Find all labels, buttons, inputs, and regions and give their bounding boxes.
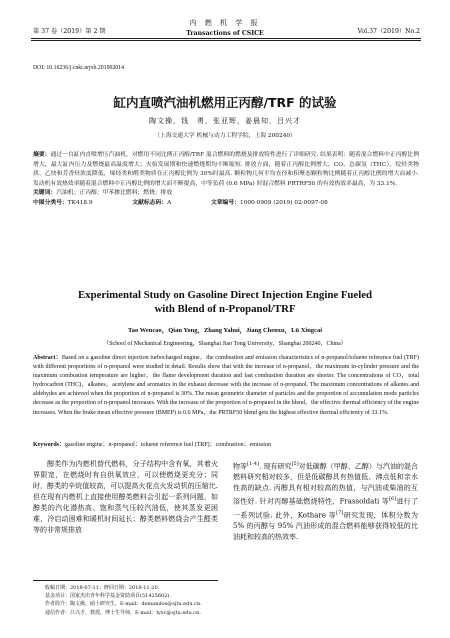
journal-name-cn: 内 燃 机 学 报 xyxy=(189,19,261,27)
clc-number: TK418.9 xyxy=(67,199,93,206)
volume-issue-en: Vol.37（2019）No.2 xyxy=(357,28,420,35)
title-en-line1: Experimental Study on Gasoline Direct Injection Engine Fueled xyxy=(77,289,373,301)
keywords-cn-label: 关键词： xyxy=(33,190,57,196)
article-id-label: 文章编号： xyxy=(210,199,240,206)
footnote-received: 收稿日期：2018-07-11；修回日期：2018-11-20. xyxy=(45,585,160,591)
doc-code: A xyxy=(167,199,172,206)
doi: DOI: 10.16236/j.cnki.nrjxb.201902014 xyxy=(33,65,124,71)
body-right-text: 对低碳醇（甲醇、乙醇）与汽油的混合燃料研究相对较多，但是低碳醇具有热值低、沸点低和亲水性高的缺点. 丙醇具有相对较高的热值，与汽油或柴油的互溶性好. 针对丙醇基础燃烧特性，Frassoldati 等 xyxy=(233,462,419,506)
footnote-author: 作者简介：陶文操，硕士研究生，E-mail：demandos@sjtu.edu.cn. xyxy=(45,601,202,608)
abstract-en-text: Based on a gasoline direct injection turbocharged engine，the combustion and emission characteristics of n-propanol/toluene reference fuel (TRF) with different proportions of n-propanol were studied in detail. Results show that with the increase of n-propanol，the maximum in-cylinder pressure and the maximum combustion temperature are higher，the flame development duration and fast combustion duration are shorter. The concentrations of CO，total hydrocarbon (THC)，alkanes，acetylene and aromatics in the exhaust decrease with the increase of n-propanol. The maximum concentrations of alkenes and aldehydes are achieved when the proportion of n-propanol is 30%. The mean geometric diameter of particles and the proportion of accumulation mode particles decrease as the proportion of n-propanol increases. With the increase of the proportion of n-propanol in the blend，the effective thermal efficiency of the engine increases. When the brake mean effective pressure (BMEP) is 0.6 MPa，the PRTRF50 blend gets the highest effective thermal efficiency of 33.1%. xyxy=(33,355,419,416)
affiliation-en: （School of Mechanical Engineering，Shanghai Jiao Tong University，Shanghai 200240，China） xyxy=(103,341,347,347)
body-left-column xyxy=(33,459,218,536)
clc-label: 中图分类号： xyxy=(33,199,68,206)
footnote xyxy=(45,584,225,617)
body-right-column xyxy=(233,459,418,543)
body-right-text2: 进行了一系列试验. 此外，Kothare 等 xyxy=(233,497,418,519)
authors-cn: 陶文操，钱 勇，张亚辉，姜晨知，吕兴才 xyxy=(149,117,301,125)
keywords-cn-text: 汽油机；正丙醇；甲苯掺比燃料；燃烧；排放 xyxy=(56,190,173,196)
header-rule xyxy=(31,38,421,39)
meta-line xyxy=(33,199,419,209)
keywords-en-label: Keywords： xyxy=(33,442,65,448)
title-en-line2: with Blend of n-Propanol/TRF xyxy=(154,303,296,315)
header-rule-thin xyxy=(31,40,421,41)
citation-1-4: [1-4] xyxy=(247,461,259,467)
citation-6: [6] xyxy=(389,496,397,503)
body-right-mid: . 现有研究 xyxy=(259,462,292,471)
authors-en: Tao Wencao，Qian Yong，Zhang Yahui，Jiang Chenxu，Lü Xingcai xyxy=(127,327,323,334)
keywords-en-text: gasoline engine；n-propanol；toluene reference fuel (TRF)；combustion；emission xyxy=(65,442,271,448)
abstract-cn-text: 通过一台缸内直喷增压汽油机，对燃用不同比例正丙醇/TRF 混合燃料的燃烧及排放特性进行了详细研究. 结果表明：随着混合燃料中正丙醇比例增大，最大缸内压力及燃烧最高温度增大；火焰发展期和快速燃烧期均不断缩短. 排放方面，随着正丙醇比例增大，CO、总碳氢（THC）、烷烃类物质、乙炔和芳香烃浓度降低，烯烃类和醛类物质在正丙醇比例为 30%时最高. 颗粒物几何平均直径和积聚态颗粒物比例随着正丙醇比例的增大而减小. 发动机有效热效率随着混合燃料中正丙醇比例的增大而不断提高，中等负荷 (0.6 MPa) 时混合燃料 PRTRF50 的有效热效率最高，为 33.1%. xyxy=(33,152,419,187)
footnote-rule xyxy=(33,580,218,581)
abstract-cn xyxy=(33,151,419,208)
keywords-en xyxy=(33,439,419,448)
citation-7: [7] xyxy=(336,509,344,516)
abstract-en-label: Abstract： xyxy=(33,355,62,361)
body-right-pre: 物等 xyxy=(233,462,248,471)
article-id: 1000-0909 (2019) 02-0097-08 xyxy=(239,199,328,206)
affiliation-cn: （上海交通大学 机械与动力工程学院，上海 200240） xyxy=(154,133,296,139)
footnote-fund: 基金项目：国家杰出青年科学基金资助项目(51425602). xyxy=(45,593,171,600)
volume-issue-cn: 第 37 卷（2019）第 2 期 xyxy=(33,28,106,35)
body-left-text: 醇类作为内燃机替代燃料，分子结构中含有氧，其着火界限宽，在燃烧时有自供氧效应，可以使燃烧更充分；同时，醇类的辛烷值较高，可以提高火花点火发动机的压缩比. 但在现有内燃机上直接使用醇类燃料会引起一系列问题，如醇类的汽化潜热高、饱和蒸气压较汽油低，使其蒸发更困难，冷启动困难和暖机时间延长；醇类燃料燃烧会产生醛类等的非常规排放 xyxy=(33,460,218,534)
keywords-cn xyxy=(33,189,419,199)
title-cn: 缸内直喷汽油机燃用正丙醇/TRF 的试验 xyxy=(113,95,337,110)
footnote-corresponding: 通信作者：吕兴才，教授，博士生导师，E-mail：lyxc@sjtu.edu.cn. xyxy=(45,609,201,616)
abstract-cn-label: 摘要： xyxy=(33,152,51,158)
citation-5: [5] xyxy=(291,461,299,467)
body-right-text3: 研究发现，体积分数为 5% 的丙醇与 95% 汽油形成的混合燃料能够获得较低的比油耗和较高的热效率. xyxy=(233,510,419,541)
doc-code-label: 文献标志码： xyxy=(132,199,168,206)
journal-name-en: Transactions of CSICE xyxy=(186,30,264,37)
title-en xyxy=(0,288,450,316)
abstract-en xyxy=(33,354,419,418)
